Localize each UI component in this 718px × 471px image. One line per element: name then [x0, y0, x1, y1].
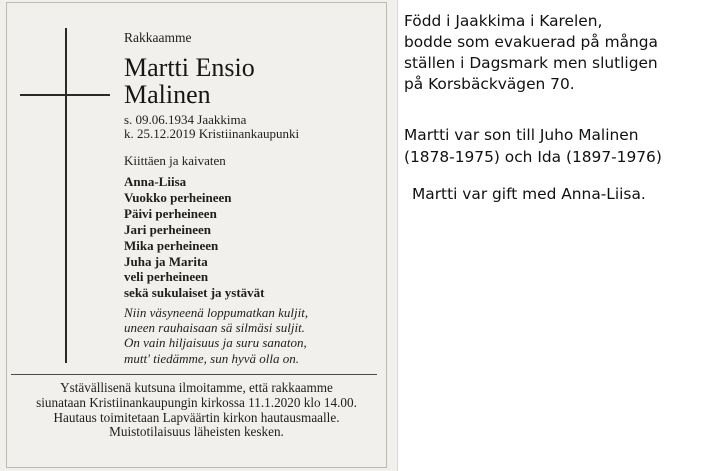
mourners-list	[124, 174, 265, 301]
mourner: Vuokko perheineen	[124, 189, 232, 205]
poem-line: On vain hiljaisuus ja suru sanaton,	[124, 335, 307, 351]
funeral-info-line: Ystävällisenä kutsuna ilmoitamme, että rakkaamme	[60, 380, 333, 395]
funeral-info-line: Muistotilaisuus läheisten kesken.	[109, 424, 284, 440]
deceased-name-first: Martti Ensio	[124, 53, 255, 82]
annotation-paragraph-birth	[404, 11, 714, 95]
memorial-poem	[124, 305, 308, 366]
birth-date: s. 09.06.1934 Jaakkima	[124, 112, 247, 127]
poem-line: Niin väsyneenä loppumatkan kuljit,	[124, 305, 309, 320]
poem-line: mutt' tiedämme, sun hyvä olla on.	[124, 350, 300, 366]
annotation-line: ställen i Dagsmark men slutligen	[404, 54, 658, 72]
mourner: Jari perheineen	[124, 221, 212, 237]
mourner: Anna-Liisa	[124, 174, 187, 189]
annotation-line: Född i Jaakkima i Karelen,	[404, 12, 603, 30]
annotation-line: bodde som evakuerad på många	[404, 33, 658, 51]
death-date: k. 25.12.2019 Kristiinankaupunki	[124, 126, 300, 141]
mourner: Mika perheineen	[124, 237, 219, 253]
notice-intro: Rakkaamme	[124, 30, 192, 45]
funeral-info-line: siunataan Kristiinankaupungin kirkossa 11.1.2020 klo 14.00.	[36, 394, 357, 410]
divider-line	[11, 374, 377, 375]
mourner: Juha ja Marita	[124, 253, 208, 269]
mourner: sekä sukulaiset ja ystävät	[124, 285, 265, 301]
funeral-info	[6, 381, 387, 440]
funeral-info-line: Hautaus toimitetaan Lapväärtin kirkon hautausmaalle.	[53, 409, 340, 425]
annotation-paragraph-spouse: Martti var gift med Anna-Liisa.	[412, 185, 646, 203]
annotation-line: (1878-1975) och Ida (1897-1976)	[404, 148, 662, 166]
annotation-line: Martti var son till Juho Malinen	[404, 126, 639, 144]
cross-symbol-horizontal	[20, 94, 110, 96]
annotation-paragraph-parents	[404, 124, 714, 168]
mourner: veli perheineen	[124, 269, 209, 285]
annotation-line: på Korsbäckvägen 70.	[404, 75, 575, 93]
poem-line: uneen rauhaisaan sä silmäsi suljit.	[124, 320, 305, 336]
cross-symbol-vertical	[65, 28, 67, 363]
deceased-name-last: Malinen	[124, 80, 211, 109]
mourner: Päivi perheineen	[124, 205, 217, 221]
thanks-label: Kiittäen ja kaivaten	[124, 153, 226, 168]
